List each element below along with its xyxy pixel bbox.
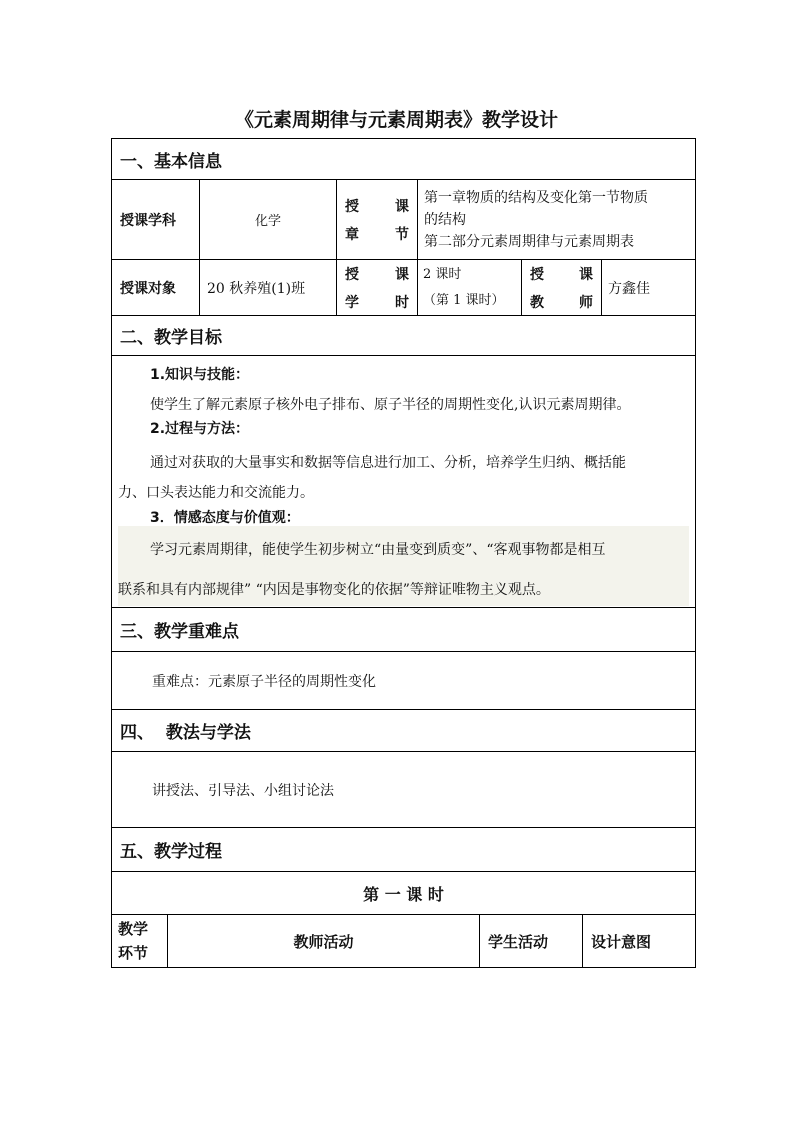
teacher-label xyxy=(521,259,602,316)
label-char: 课 xyxy=(395,198,409,215)
label-char: 时 xyxy=(395,294,409,311)
label-char: 授 xyxy=(530,266,544,283)
chapter-label xyxy=(336,179,418,260)
section-keypoints-heading: 三、教学重难点 xyxy=(111,607,696,652)
subject-value: 化学 xyxy=(199,179,337,260)
label-char: 节 xyxy=(395,226,409,243)
chapter-line: 第二部分元素周期律与元素周期表 xyxy=(424,233,634,250)
section-methods-heading: 四、 教法与学法 xyxy=(111,709,696,752)
section-basic-info-heading: 一、基本信息 xyxy=(111,138,696,180)
teacher-value: 方鑫佳 xyxy=(601,259,696,316)
objective-text: 学习元素周期律，能使学生初步树立“由量变到质变”、“客观事物都是相互 xyxy=(150,542,606,558)
objective-text: 力、口头表达能力和交流能力。 xyxy=(118,485,314,501)
label-char: 授 xyxy=(345,266,359,283)
chapter-line: 第一章物质的结构及变化第一节物质 xyxy=(424,189,648,206)
hours-label xyxy=(336,259,418,316)
label-char: 授 xyxy=(345,198,359,215)
column-stage xyxy=(111,914,168,968)
column-label: 教学环节 xyxy=(118,920,149,962)
label-char: 课 xyxy=(579,266,593,283)
column-teacher-activity: 教师活动 xyxy=(167,914,480,968)
lesson-heading: 第 一 课 时 xyxy=(111,871,696,915)
objectives-content xyxy=(111,355,696,608)
hours-line: （第 1 课时） xyxy=(423,292,505,308)
column-student-activity: 学生活动 xyxy=(479,914,583,968)
objective-text: 使学生了解元素原子核外电子排布、原子半径的周期性变化,认识元素周期律。 xyxy=(150,397,631,413)
chapter-line: 的结构 xyxy=(424,211,466,228)
document-title: 《元素周期律与元素周期表》教学设计 xyxy=(234,109,558,131)
objective-title: 3．情感态度与价值观： xyxy=(150,510,300,526)
subject-label: 授课学科 xyxy=(111,179,200,260)
objective-title: 2.过程与方法： xyxy=(150,421,250,437)
section-process-heading: 五、教学过程 xyxy=(111,827,696,872)
label-char: 章 xyxy=(345,226,359,243)
column-design-intent: 设计意图 xyxy=(582,914,696,968)
chapter-value xyxy=(417,179,696,260)
label-char: 学 xyxy=(345,294,359,311)
audience-label: 授课对象 xyxy=(111,259,200,316)
section-objectives-heading: 二、教学目标 xyxy=(111,315,696,356)
keypoints-content: 重难点：元素原子半径的周期性变化 xyxy=(111,651,696,710)
label-char: 教 xyxy=(530,294,544,311)
label-char: 课 xyxy=(395,266,409,283)
hours-value xyxy=(417,259,522,316)
hours-line: 2 课时 xyxy=(423,266,462,282)
objective-text: 联系和具有内部规律” “内因是事物变化的依据”等辩证唯物主义观点。 xyxy=(118,582,550,598)
objective-text: 通过对获取的大量事实和数据等信息进行加工、分析，培养学生归纳、概括能 xyxy=(150,455,626,471)
objective-title: 1.知识与技能： xyxy=(150,367,250,383)
label-char: 师 xyxy=(579,294,593,311)
methods-content: 讲授法、引导法、小组讨论法 xyxy=(111,751,696,828)
audience-value: 20 秋养殖(1)班 xyxy=(199,259,337,316)
